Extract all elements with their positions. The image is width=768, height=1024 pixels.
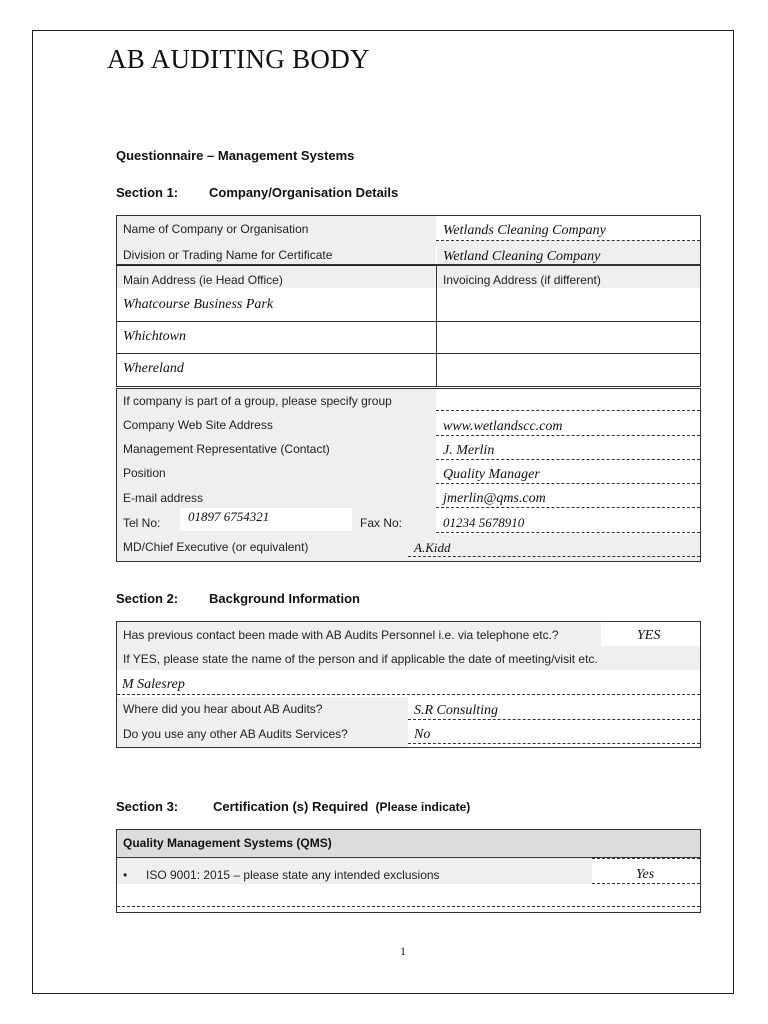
address-rule [116, 321, 701, 322]
section3-note: (Please indicate) [375, 800, 471, 814]
invoicing-address-label: Invoicing Address (if different) [443, 273, 601, 287]
other-services-value[interactable]: No [414, 727, 431, 742]
group-line [436, 410, 700, 411]
iso-top-line [592, 858, 700, 859]
mgmt-rep-label: Management Representative (Contact) [123, 442, 330, 456]
section3-number: Section 3: [116, 799, 179, 814]
hear-value[interactable]: S.R Consulting [414, 703, 499, 718]
email-label: E-mail address [123, 491, 204, 505]
company-name-line [436, 240, 700, 241]
fax-value[interactable]: 01234 5678910 [443, 515, 525, 530]
md-line [408, 556, 700, 557]
position-label: Position [123, 466, 166, 480]
section3-name: Certification (s) Required (Please indicate) [213, 799, 471, 814]
qms-header: Quality Management Systems (QMS) [123, 836, 332, 850]
address-line-1[interactable]: Whatcourse Business Park [123, 297, 274, 312]
section2-number: Section 2: [116, 591, 179, 606]
if-yes-value[interactable]: M Salesrep [122, 677, 185, 692]
address-line-3[interactable]: Whereland [123, 361, 184, 376]
website-label: Company Web Site Address [123, 418, 273, 432]
mgmt-rep-line [436, 459, 700, 460]
group-label: If company is part of a group, please specify group [123, 394, 392, 408]
section1-number: Section 1: [116, 185, 179, 200]
bullet-icon: • [123, 868, 128, 882]
page-number: 1 [400, 944, 406, 958]
exclusions-line [117, 906, 700, 907]
org-title: AB AUDITING BODY [107, 44, 370, 74]
address-rule [116, 353, 701, 354]
main-address-label: Main Address (ie Head Office) [123, 273, 283, 287]
address-line-2[interactable]: Whichtown [123, 329, 186, 344]
form-title: Questionnaire – Management Systems [116, 148, 355, 163]
iso-line [592, 883, 700, 884]
prev-contact-value[interactable]: YES [637, 628, 661, 643]
other-services-label: Do you use any other AB Audits Services? [123, 727, 348, 741]
division-label: Division or Trading Name for Certificate [123, 248, 333, 262]
iso-label: ISO 9001: 2015 – please state any intended exclusions [146, 868, 440, 882]
iso-value[interactable]: Yes [636, 867, 655, 882]
prev-contact-label: Has previous contact been made with AB Audits Personnel i.e. via telephone etc.? [123, 628, 559, 642]
other-services-line [408, 743, 700, 744]
if-yes-label: If YES, please state the name of the person and if applicable the date of meeting/visit etc. [123, 652, 598, 666]
mgmt-rep-value[interactable]: J. Merlin [443, 443, 495, 458]
md-label: MD/Chief Executive (or equivalent) [123, 540, 309, 554]
position-line [436, 483, 700, 484]
fax-label: Fax No: [360, 516, 403, 530]
if-yes-line [117, 694, 700, 695]
tel-value[interactable]: 01897 6754321 [188, 509, 270, 524]
website-line [436, 435, 700, 436]
section2-name: Background Information [209, 591, 360, 606]
company-name-value[interactable]: Wetlands Cleaning Company [443, 223, 606, 238]
company-name-label: Name of Company or Organisation [123, 222, 309, 236]
fax-line [436, 532, 700, 533]
email-line [436, 507, 700, 508]
section1-name: Company/Organisation Details [209, 185, 399, 200]
position-value[interactable]: Quality Manager [443, 467, 540, 482]
division-value[interactable]: Wetland Cleaning Company [443, 249, 601, 264]
hear-label: Where did you hear about AB Audits? [123, 702, 323, 716]
hear-line [408, 719, 700, 720]
md-value[interactable]: A.Kidd [414, 540, 451, 555]
website-value[interactable]: www.wetlandscc.com [443, 419, 563, 434]
tel-label: Tel No: [123, 516, 161, 530]
email-value[interactable]: jmerlin@qms.com [443, 491, 546, 506]
